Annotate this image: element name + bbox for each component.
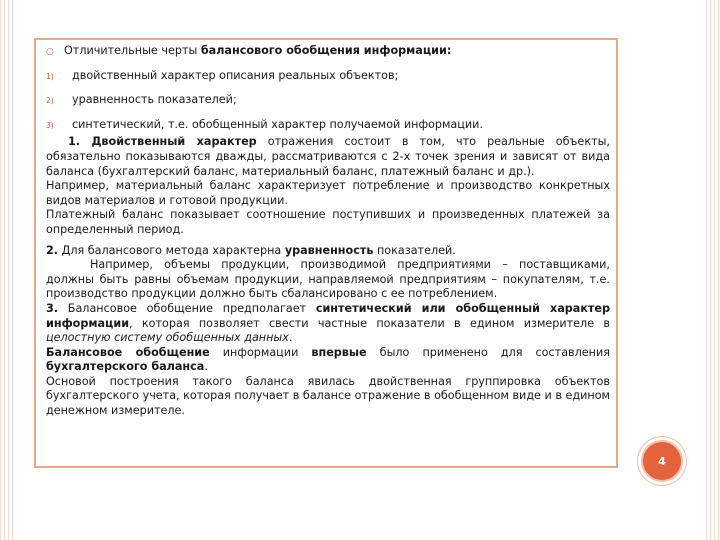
- list-number: 1): [46, 71, 54, 81]
- right-decorative-stripes: [706, 0, 720, 540]
- list-item: [46, 118, 610, 134]
- list-number: 2): [46, 96, 54, 106]
- list-number: 3): [46, 120, 54, 130]
- paragraph-first-applied: Балансовое обобщение информации впервые было применено для составления бухгалтерского баланса.: [46, 345, 610, 374]
- paragraph-production-example: Например, объемы продукции, производимой предприятиями – поставщиками, должны быть равны объемам продукции, направляемой предприятиям – покупателям, т.е. производство продукции должно быть сбалансировано с ее потреблением.: [46, 258, 610, 301]
- list-item-text: уравненность показателей;: [72, 93, 237, 107]
- list-item: [46, 69, 610, 85]
- paragraph-payment-balance: Платежный баланс показывает соотношение поступивших и произведенных платежей за определенный период.: [46, 208, 610, 236]
- paragraph-dual-nature: 1. Двойственный характер отражения состоит в том, что реальные объекты, обязательно показываются дважды, рассматриваются с 2-х точек зрения и зависят от вида баланса (бухгалтерский баланс, материальный баланс, платежный баланс и др.).: [46, 135, 610, 178]
- paragraph-synthetic: 3. Балансовое обобщение предполагает синтетический или обобщенный характер информации, которая позволяет свести частные показатели в едином измерителе в целостную систему обобщенных данных.: [46, 301, 610, 345]
- heading-bullet: [46, 44, 610, 60]
- page-number-badge: 4: [641, 440, 683, 482]
- paragraph-basis: Основой построения такого баланса явилась двойственная группировка объектов бухгалтерского учета, которая получает в балансе отражение в обобщенном виде и в едином денежном измерителе.: [46, 374, 610, 418]
- list-item-text: синтетический, т.е. обобщенный характер получаемой информации.: [72, 117, 483, 131]
- bullet-circle-icon: ○: [46, 47, 54, 57]
- left-decorative-stripes: [0, 0, 14, 540]
- heading-text: Отличительные черты балансового обобщения информации:: [64, 44, 452, 57]
- paragraph-material-balance: Например, материальный баланс характеризует потребление и производство конкретных видов материалов и готовой продукции.: [46, 179, 610, 207]
- slide-content-box: [34, 38, 618, 468]
- list-item: [46, 93, 610, 109]
- list-item-text: двойственный характер описания реальных объектов;: [72, 68, 399, 82]
- paragraph-equality: 2. Для балансового метода характерна уравненность показателей.: [46, 243, 456, 257]
